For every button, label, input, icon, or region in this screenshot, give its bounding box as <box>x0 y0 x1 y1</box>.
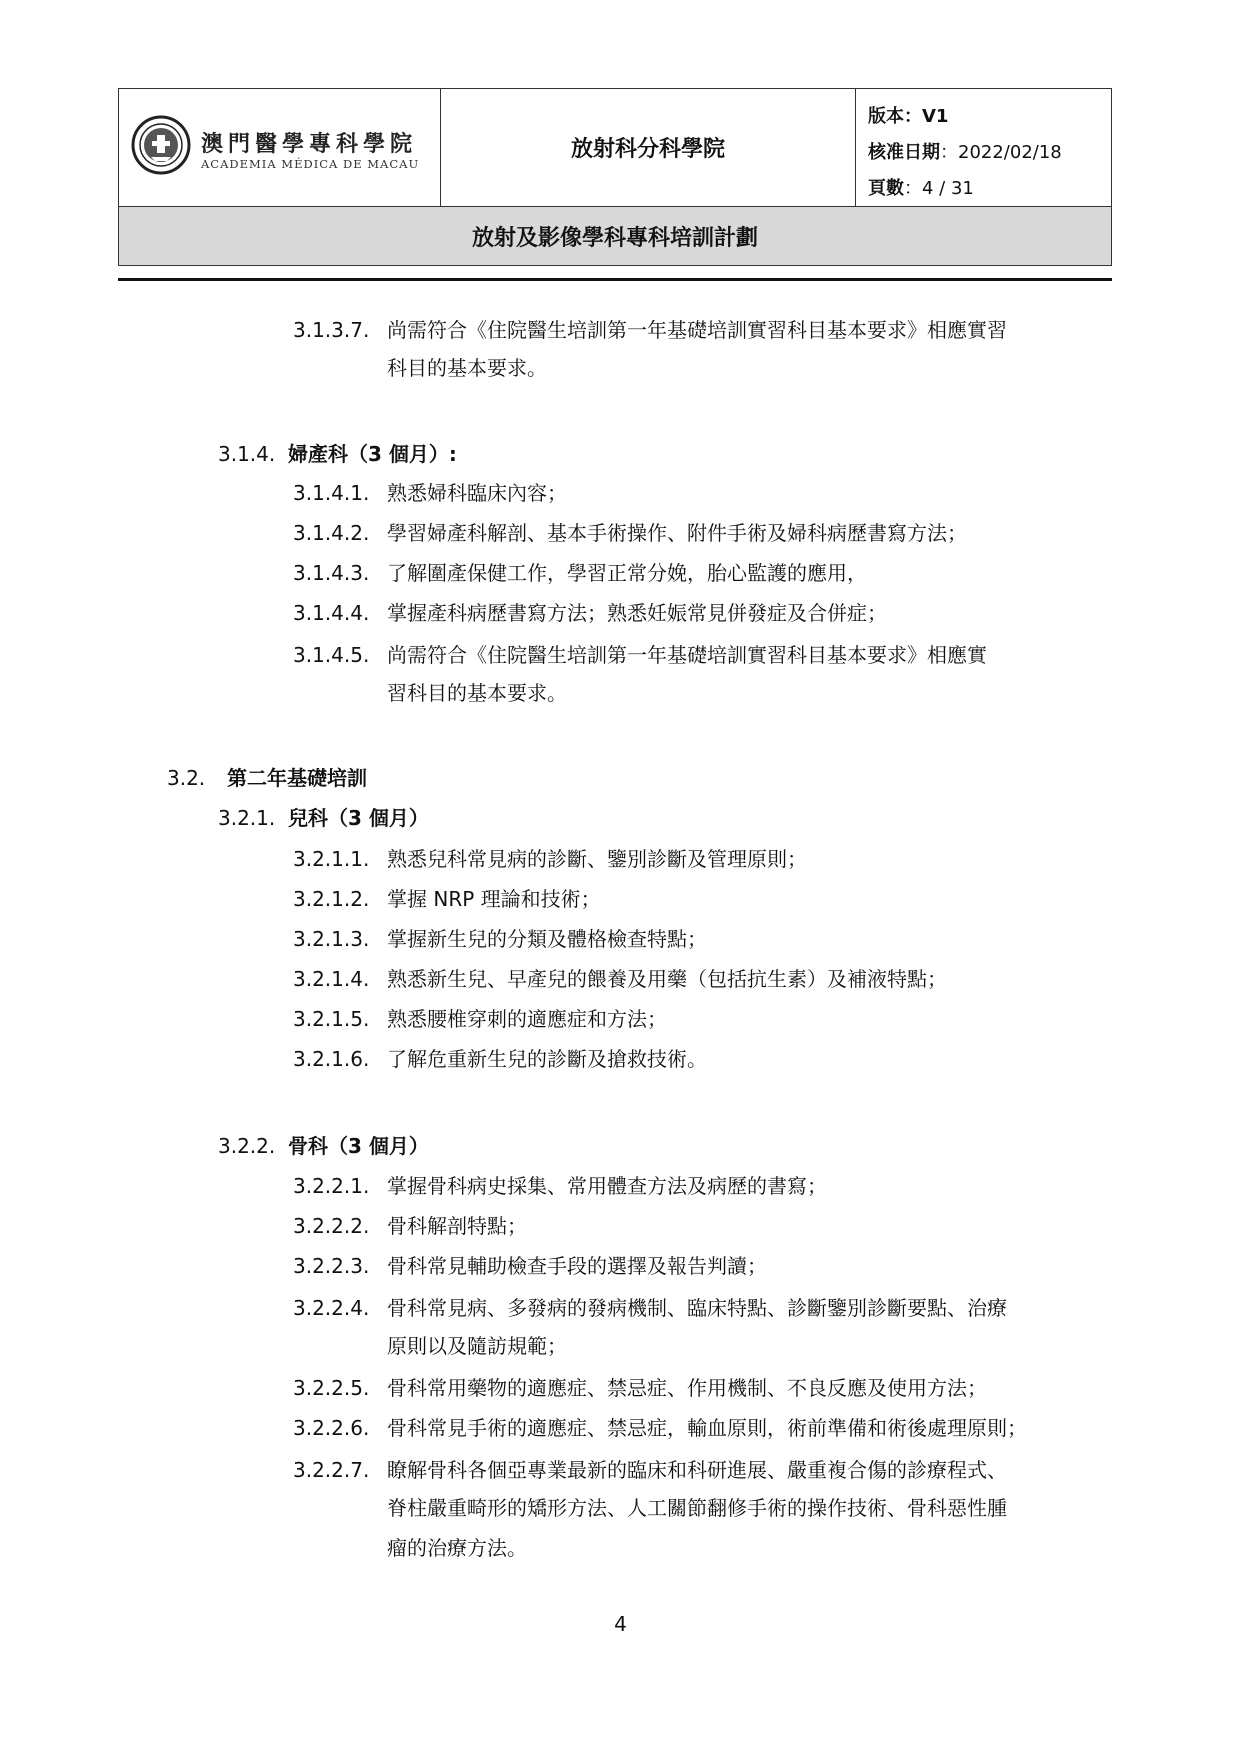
header-top-row <box>119 89 1111 207</box>
list-item-continuation: 瘤的治療方法。 <box>387 1536 527 1560</box>
list-item: 3.2.2.3. 骨科常見輔助檢查手段的選擇及報告判讀； <box>293 1254 767 1278</box>
header-subtitle-row <box>119 207 1111 265</box>
page-count-line <box>868 171 1111 207</box>
list-item: 3.2.2.2. 骨科解剖特點； <box>293 1214 527 1238</box>
page-count-label: 頁數 <box>868 178 904 199</box>
list-item: 3.1.4.1. 熟悉婦科臨床內容； <box>293 481 567 505</box>
program-title: 放射及影像學科專科培訓計劃 <box>471 225 758 251</box>
approval-date-line <box>868 135 1111 171</box>
version-line <box>868 99 1111 135</box>
list-item: 3.1.4.5. 尚需符合《住院醫生培訓第一年基礎培訓實習科目基本要求》相應實 <box>293 643 987 667</box>
logo-cell <box>119 89 441 206</box>
logo-english-name: ACADEMIA MÉDICA DE MACAU <box>201 157 420 171</box>
document-meta <box>856 89 1111 206</box>
list-item: 3.2.1.2. 掌握 NRP 理論和技術； <box>293 887 601 911</box>
list-item: 3.1.3.7. 尚需符合《住院醫生培訓第一年基礎培訓實習科目基本要求》相應實習 <box>293 318 1007 342</box>
list-item: 3.2.2.6. 骨科常見手術的適應症、禁忌症，輸血原則，術前準備和術後處理原則； <box>293 1416 1027 1440</box>
list-item-continuation: 科目的基本要求。 <box>387 356 547 380</box>
approval-date-label: 核准日期 <box>868 142 940 163</box>
document-header <box>118 88 1112 266</box>
list-item: 3.2.2.5. 骨科常用藥物的適應症、禁忌症、作用機制、不良反應及使用方法； <box>293 1376 987 1400</box>
list-item: 3.2.1.6. 了解危重新生兒的診斷及搶救技術。 <box>293 1047 707 1071</box>
section-heading: 3.2.2. 骨科（3 個月） <box>218 1134 429 1158</box>
list-item: 3.2.1.1. 熟悉兒科常見病的診斷、鑒別診斷及管理原則； <box>293 847 807 871</box>
approval-date-value: ：2022/02/18 <box>940 142 1062 163</box>
section-heading: 3.2. 第二年基礎培訓 <box>167 766 367 790</box>
academy-seal-icon <box>131 115 191 175</box>
list-item: 3.2.1.3. 掌握新生兒的分類及體格檢查特點； <box>293 927 707 951</box>
list-item: 3.2.1.4. 熟悉新生兒、早產兒的餵養及用藥（包括抗生素）及補液特點； <box>293 967 947 991</box>
list-item: 3.2.2.1. 掌握骨科病史採集、常用體查方法及病歷的書寫； <box>293 1174 827 1198</box>
page-count-value: ：4 / 31 <box>904 178 974 199</box>
list-item-continuation: 原則以及隨訪規範； <box>387 1334 567 1358</box>
list-item: 3.2.2.4. 骨科常見病、多發病的發病機制、臨床特點、診斷鑒別診斷要點、治療 <box>293 1296 1007 1320</box>
list-item: 3.1.4.2. 學習婦產科解剖、基本手術操作、附件手術及婦科病歷書寫方法； <box>293 521 967 545</box>
college-title: 放射科分科學院 <box>441 89 856 206</box>
page-number: 4 <box>614 1612 627 1636</box>
version-value: V1 <box>922 106 949 127</box>
list-item: 3.1.4.3. 了解圍產保健工作，學習正常分娩，胎心監護的應用， <box>293 561 867 585</box>
list-item-continuation: 習科目的基本要求。 <box>387 681 567 705</box>
header-divider <box>118 278 1112 281</box>
logo-chinese-name: 澳門醫學專科學院 <box>201 131 418 157</box>
list-item: 3.2.1.5. 熟悉腰椎穿刺的適應症和方法； <box>293 1007 667 1031</box>
list-item: 3.1.4.4. 掌握產科病歷書寫方法；熟悉妊娠常見併發症及合併症； <box>293 601 887 625</box>
section-heading: 3.2.1. 兒科（3 個月） <box>218 806 429 830</box>
list-item-continuation: 脊柱嚴重畸形的矯形方法、人工關節翻修手術的操作技術、骨科惡性腫 <box>387 1496 1007 1520</box>
list-item: 3.2.2.7. 瞭解骨科各個亞專業最新的臨床和科研進展、嚴重複合傷的診療程式、 <box>293 1458 1007 1482</box>
section-heading: 3.1.4. 婦產科（3 個月）: <box>218 442 457 466</box>
version-label: 版本： <box>868 106 922 127</box>
